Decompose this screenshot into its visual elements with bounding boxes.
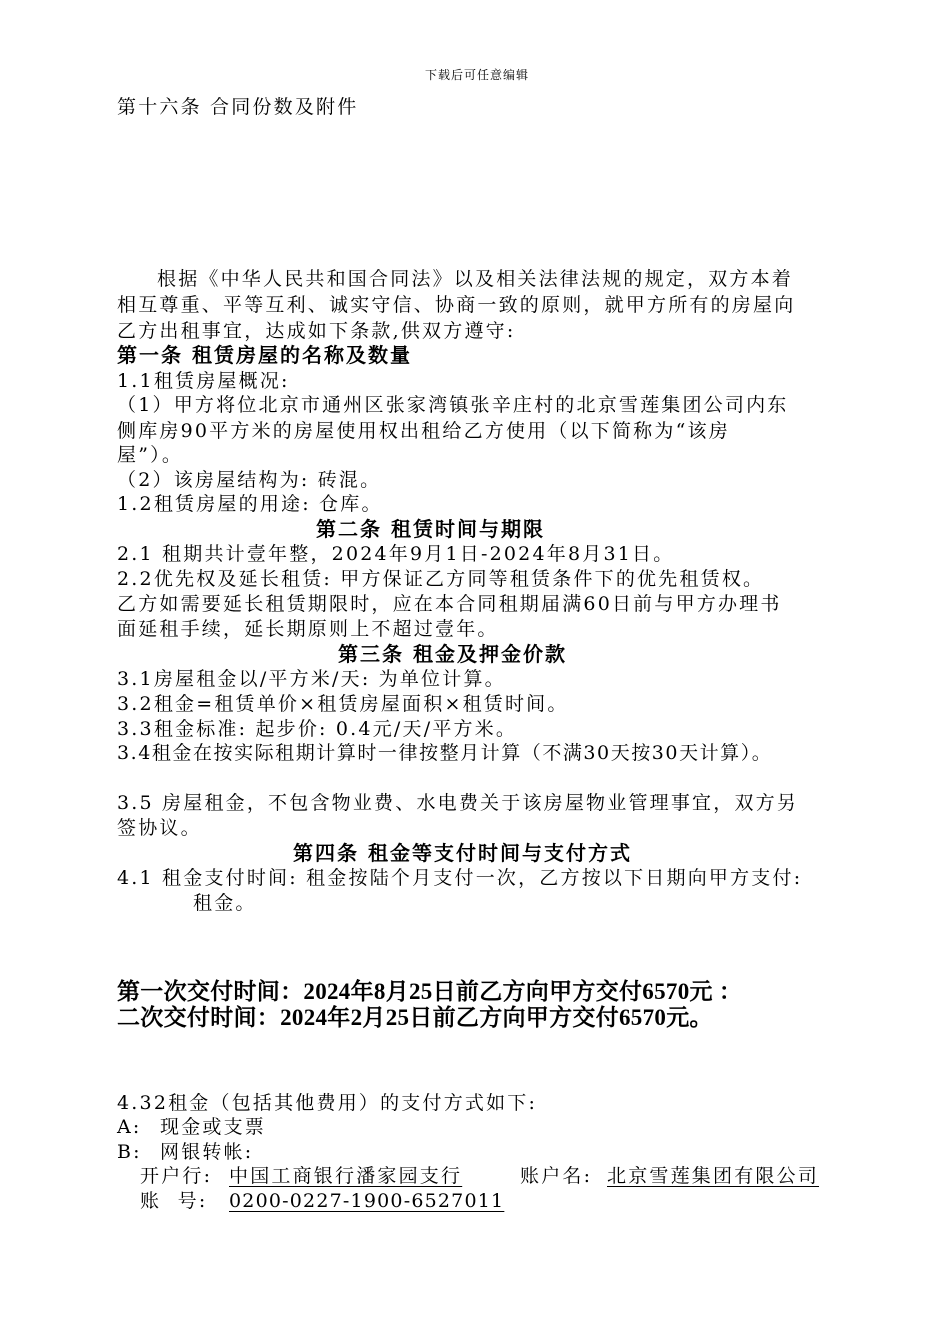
payment-schedule-line: 第一次交付时间：2024年8月25日前乙方向甲方交付6570元 ： xyxy=(117,979,743,1004)
bank-label: 开户行: xyxy=(140,1165,213,1187)
article-3-line: 3.4租金在按实际租期计算时一律按整月计算（不满30天按30天计算）。 xyxy=(117,742,773,764)
article-3-line: 3.2租金=租赁单价×租赁房屋面积×租赁时间。 xyxy=(117,693,569,715)
article-3-line: 3.1房屋租金以/平方米/天: 为单位计算。 xyxy=(117,668,506,690)
page-header-note: 下载后可任意编辑 xyxy=(425,68,530,82)
article-1-line: 1.1租赁房屋概况: xyxy=(117,370,290,392)
payment-method-intro: 4.32租金（包括其他费用）的支付方式如下: xyxy=(117,1092,538,1114)
article-1-line: 1.2租赁房屋的用途: 仓库。 xyxy=(117,493,383,515)
bank-name: 中国工商银行潘家园支行 xyxy=(229,1165,463,1187)
option-a-key: A: xyxy=(117,1116,142,1138)
intro-line: 乙方出租事宜，达成如下条款,供双方遵守: xyxy=(117,320,516,342)
account-name-label: 账户名: xyxy=(520,1165,593,1187)
intro-line: 相互尊重、平等互利、诚实守信、协商一致的原则，就甲方所有的房屋向 xyxy=(117,294,796,316)
article-4-line: 4.1 租金支付时间: 租金按陆个月支付一次，乙方按以下日期向甲方支付: xyxy=(117,867,803,889)
article-1-line: （2）该房屋结构为: 砖混。 xyxy=(117,469,382,491)
account-number: 0200-0227-1900-6527011 xyxy=(229,1190,505,1212)
article-3-line: 3.3租金标准: 起步价: 0.4元/天/平方米。 xyxy=(117,718,518,740)
article-1-line: 屋”）。 xyxy=(117,444,184,466)
article-3-title: 第三条 租金及押金价款 xyxy=(338,642,567,666)
article-1-line: 侧库房90平方米的房屋使用权出租给乙方使用（以下简称为“该房 xyxy=(117,420,730,442)
account-number-label: 账 号: xyxy=(140,1190,208,1212)
article-1-line: （1）甲方将位北京市通州区张家湾镇张辛庄村的北京雪莲集团公司内东 xyxy=(117,394,789,416)
article-4-line: 租金。 xyxy=(193,892,257,914)
option-b-text: 网银转帐: xyxy=(160,1141,254,1163)
article-2-line: 2.2优先权及延长租赁: 甲方保证乙方同等租赁条件下的优先租赁权。 xyxy=(117,568,765,590)
option-b-key: B: xyxy=(117,1141,142,1163)
article-2-title: 第二条 租赁时间与期限 xyxy=(316,517,545,541)
article-2-line: 乙方如需要延长租赁期限时，应在本合同租期届满60日前与甲方办理书 xyxy=(117,593,782,615)
intro-line: 根据《中华人民共和国合同法》以及相关法律法规的规定，双方本着 xyxy=(157,268,794,290)
account-name: 北京雪莲集团有限公司 xyxy=(607,1165,820,1187)
option-a-text: 现金或支票 xyxy=(160,1116,267,1138)
article-3-line: 签协议。 xyxy=(117,817,202,839)
article-16-heading: 第十六条 合同份数及附件 xyxy=(117,96,359,118)
article-4-title: 第四条 租金等支付时间与支付方式 xyxy=(293,841,632,865)
article-2-line: 2.1 租期共计壹年整，2024年9月1日-2024年8月31日。 xyxy=(117,543,675,565)
payment-schedule-line: 二次交付时间：2024年2月25日前乙方向甲方交付6570元。 xyxy=(117,1005,713,1030)
article-3-line: 3.5 房屋租金，不包含物业费、水电费关于该房屋物业管理事宜，双方另 xyxy=(117,792,799,814)
article-2-line: 面延租手续，延长期原则上不超过壹年。 xyxy=(117,618,499,640)
article-1-title: 第一条 租赁房屋的名称及数量 xyxy=(117,343,412,367)
